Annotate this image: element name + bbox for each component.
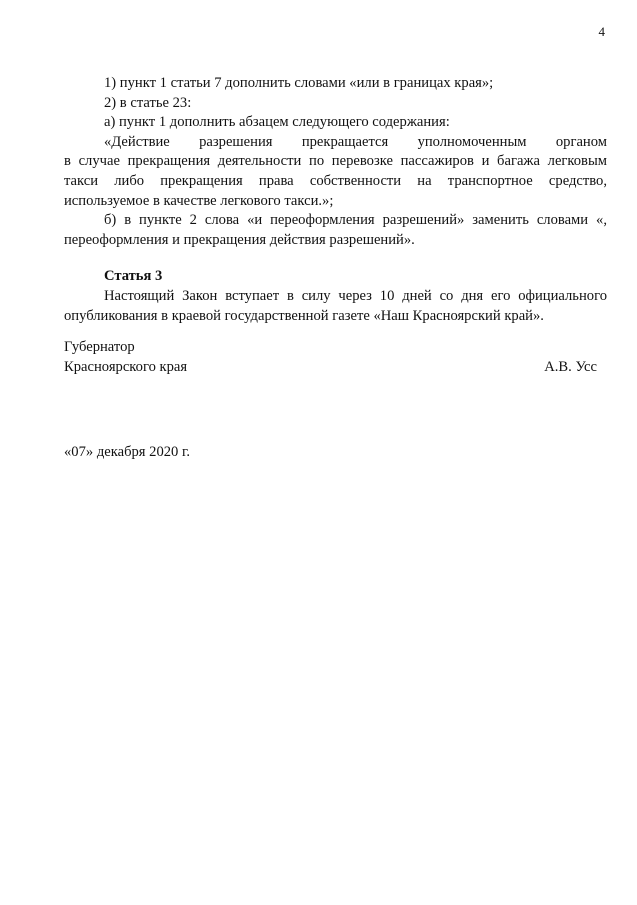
amendment-item-2b: б) в пункте 2 слова «и переоформления разрешений» заменить словами «, переоформления и прекращения действия разрешений». [64,212,607,248]
amendment-item-2: 2) в статье 23: [104,94,192,111]
signature-block [64,338,597,377]
page-number: 4 [598,24,605,39]
signature-row [64,358,597,378]
document-date: «07» декабря 2020 г. [64,444,190,460]
quote-first-line: «Действие разрешения прекращается уполномоченным органом [104,133,607,150]
document-body [64,74,607,326]
quote-continuation: в случае прекращения деятельности по перевозке пассажиров и багажа легковым такси либо прекращения права собственности на транспортное средство, используемое в качестве легкового такси.»; [64,153,607,209]
amendment-item-1: 1) пункт 1 статьи 7 дополнить словами «или в границах края»; [104,75,494,91]
article-3-heading: Статья 3 [104,268,163,285]
amendment-item-2a: а) пункт 1 дополнить абзацем следующего содержания: [104,114,450,131]
signatory-title-line-1: Губернатор [64,339,135,355]
signatory-name: А.В. Усс [544,358,597,375]
signatory-title-line-2: Красноярского края [64,358,188,375]
article-3-text: Настоящий Закон вступает в силу через 10 дней со дня его официального опубликования в краевой государственной газете «Наш Красноярский край». [64,287,607,324]
